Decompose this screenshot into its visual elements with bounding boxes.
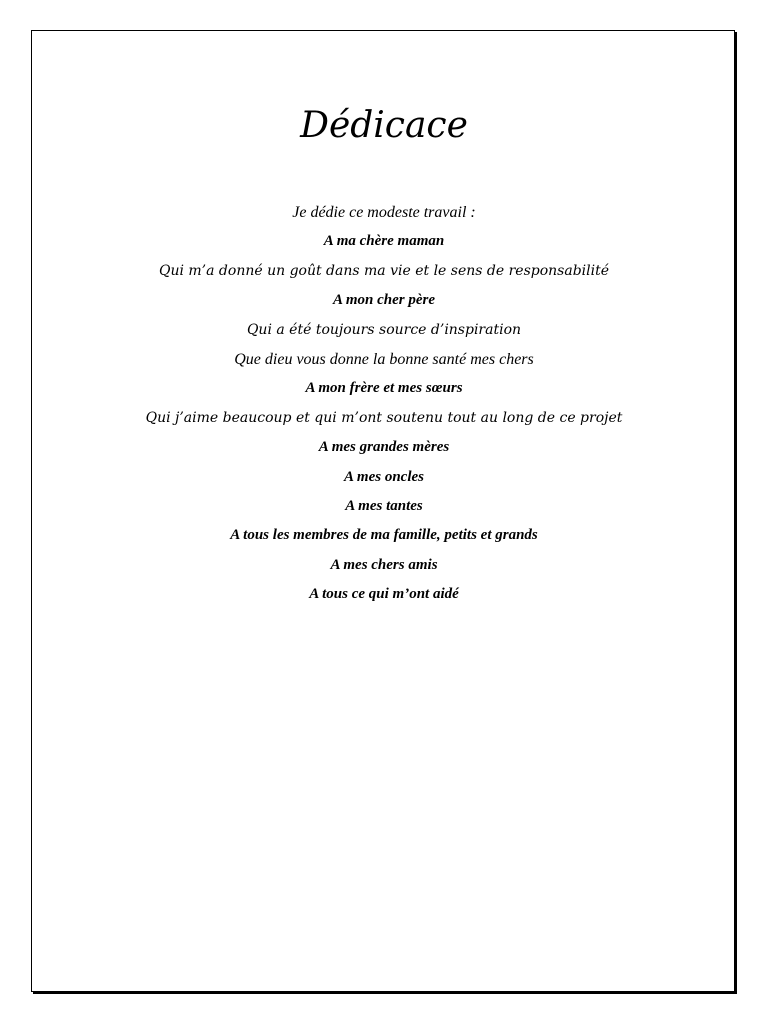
dedication-line: A mon frère et mes sœurs — [305, 380, 463, 397]
dedication-line: Je dédie ce modeste travail : — [292, 204, 476, 221]
dedication-line: A mes tantes — [345, 497, 423, 514]
dedication-line: Qui j’aime beaucoup et qui m’ont soutenu tout au long de ce projet — [145, 409, 623, 426]
dedication-line: Qui m’a donné un goût dans ma vie et le sens de responsabilité — [158, 262, 610, 279]
dedication-line: Que dieu vous donne la bonne santé mes chers — [234, 350, 534, 368]
dedication-line: A mes grandes mères — [318, 439, 450, 456]
dedication-line: A mes chers amis — [330, 556, 438, 573]
dedication-line: A mes oncles — [343, 468, 424, 485]
page-title: Dédicace — [300, 105, 468, 146]
dedication-line: Qui a été toujours source d’inspiration — [246, 321, 522, 338]
dedication-line: A tous ce qui m’ont aidé — [309, 586, 459, 603]
dedication-lines — [0, 198, 768, 609]
dedication-line: A mon cher père — [332, 292, 436, 309]
dedication-line: A ma chère maman — [323, 233, 445, 250]
dedication-line: A tous les membres de ma famille, petits et grands — [230, 527, 538, 544]
